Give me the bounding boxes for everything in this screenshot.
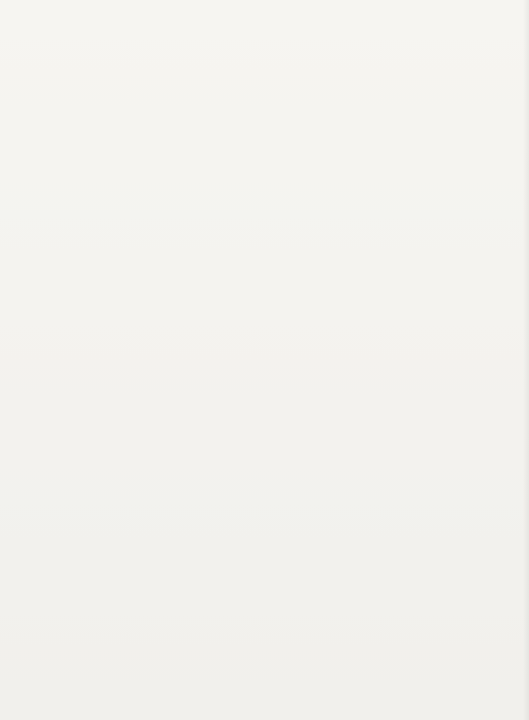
scan-edge-shadow xyxy=(523,0,529,720)
